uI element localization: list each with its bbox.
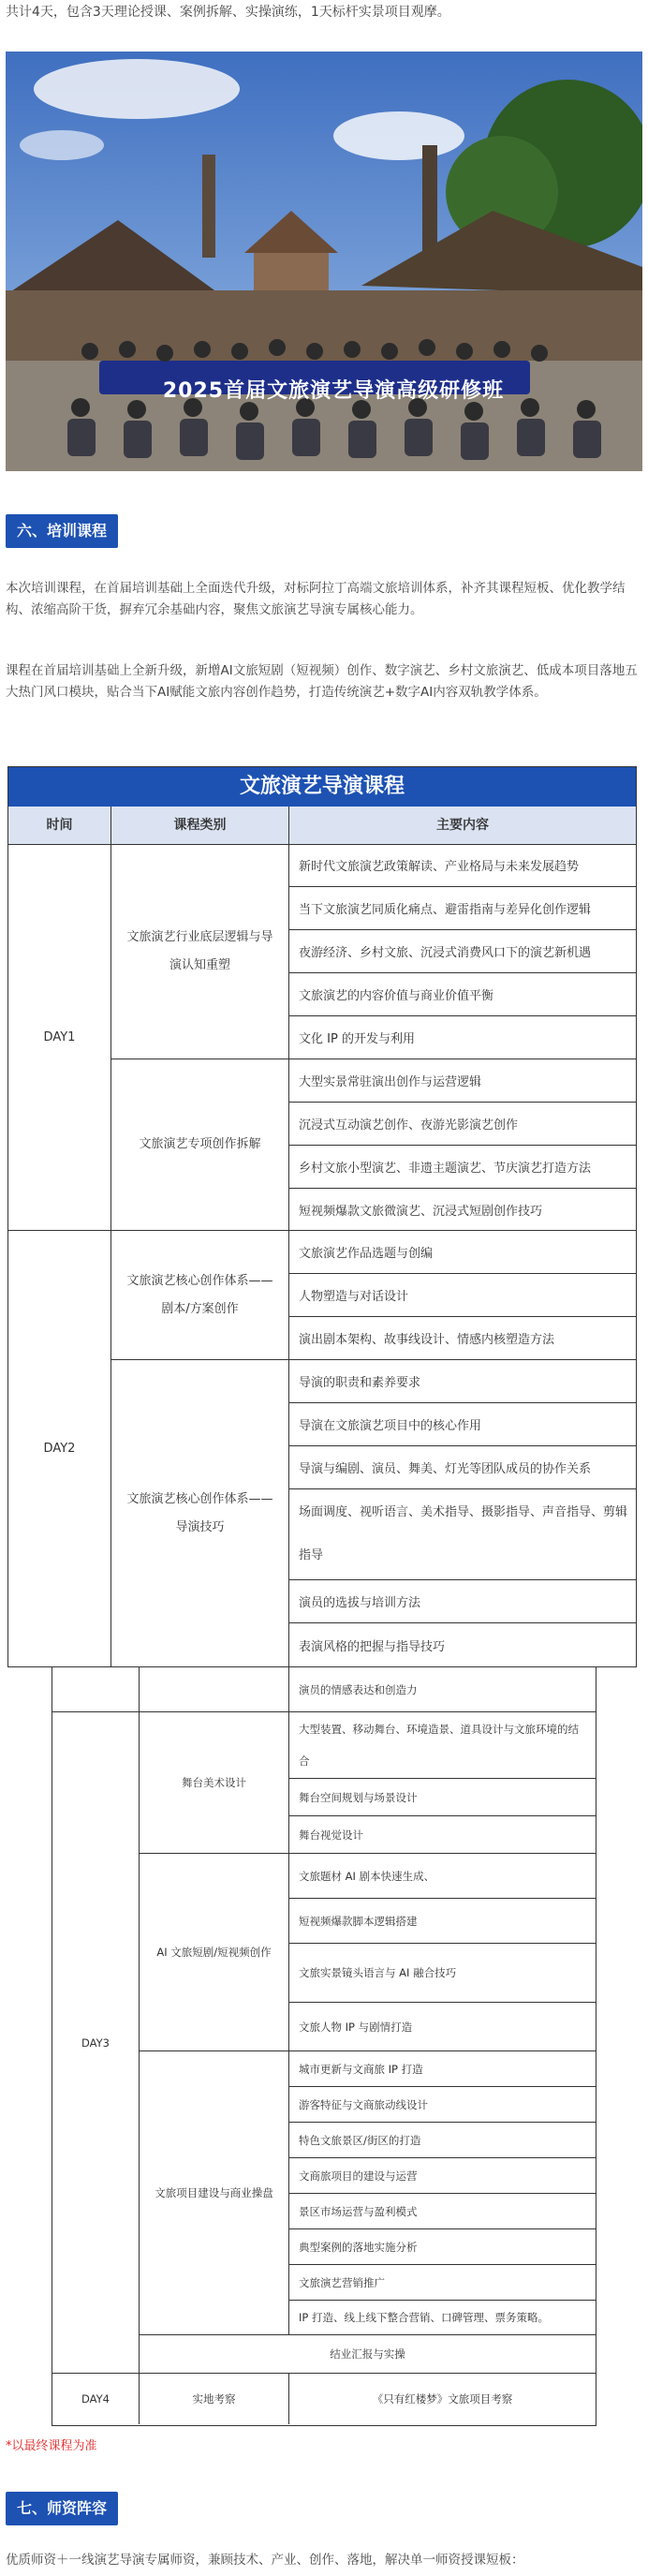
content-row: 夜游经济、乡村文旅、沉浸式消费风口下的演艺新机遇	[289, 930, 636, 973]
content-row: 文商旅项目的建设与运营	[289, 2158, 596, 2194]
field-visit-content: 《只有红楼梦》文旅项目考察	[372, 2392, 513, 2406]
section-seven-tag: 七、师资阵容	[6, 2492, 118, 2525]
category-script-creation: 文旅演艺核心创作体系——剧本/方案创作	[111, 1231, 289, 1360]
content-row: 文旅人物 IP 与剧情打造	[289, 2003, 596, 2051]
section-six-paragraph-1: 本次培训课程，在首届培训基础上全面迭代升级，对标阿拉丁高端文旅培训体系，补齐其课程短板、优化教学结构、浓缩高阶干货，摒弃冗余基础内容，聚焦文旅演艺导演专属核心能力。	[6, 581, 626, 617]
final-course-note: *以最终课程为准	[6, 2439, 97, 2453]
content-row: 景区市场运营与盈利模式	[289, 2194, 596, 2229]
content-row: 人物塑造与对话设计	[289, 1274, 636, 1317]
group-photo-illustration	[6, 52, 642, 471]
category-continued-cell	[140, 1667, 289, 1712]
content-row: 演员的选拔与培训方法	[289, 1580, 636, 1623]
content-row: 大型实景常驻演出创作与运营逻辑	[289, 1059, 636, 1103]
course-table-days-3-4	[52, 1667, 596, 2426]
content-row: 短视频爆款脚本逻辑搭建	[289, 1899, 596, 1944]
category-ai-short-drama: AI 文旅短剧/短视频创作	[140, 1854, 289, 2051]
content-row: 导演的职责和素养要求	[289, 1360, 636, 1403]
content-row: IP 打造、线上线下整合营销、口碑管理、票务策略。	[289, 2301, 596, 2335]
content-row: 短视频爆款文旅微演艺、沉浸式短剧创作技巧	[289, 1189, 636, 1231]
content-row: 表演风格的把握与指导技巧	[299, 1639, 446, 1654]
category-field-visit: 实地考察	[140, 2374, 289, 2424]
content-row: 文化 IP 的开发与利用	[289, 1016, 636, 1059]
content-row: 城市更新与文商旅 IP 打造	[289, 2051, 596, 2087]
content-row: 新时代文旅演艺政策解读、产业格局与未来发展趋势	[289, 844, 636, 887]
content-row: 导演与编剧、演员、舞美、灯光等团队成员的协作关系	[289, 1446, 636, 1489]
content-row: 沉浸式互动演艺创作、夜游光影演艺创作	[289, 1103, 636, 1146]
content-row: 文旅演艺的内容价值与商业价值平衡	[289, 973, 636, 1016]
content-row: 特色文旅景区/街区的打造	[289, 2123, 596, 2158]
summary-row: 结业汇报与实操	[140, 2335, 596, 2374]
content-row: 文旅演艺作品选题与创编	[289, 1231, 636, 1274]
category-special-creation: 文旅演艺专项创作拆解	[111, 1059, 289, 1231]
category-project-operation: 文旅项目建设与商业操盘	[140, 2051, 289, 2335]
header-category: 课程类别	[111, 807, 289, 844]
day3-label: DAY3	[52, 1712, 140, 2374]
content-row: 舞台视觉设计	[289, 1816, 596, 1854]
content-row: 场面调度、视听语言、美术指导、摄影指导、声音指导、剪辑指导	[289, 1489, 636, 1580]
content-row: 演员的情感表达和创造力	[289, 1667, 596, 1712]
content-row: 文旅实景镜头语言与 AI 融合技巧	[289, 1944, 596, 2003]
intro-text: 共计4天，包含3天理论授课、案例拆解、实操演练，1天标杆实景项目观摩。	[6, 5, 450, 20]
photo-banner-text: 2025首届文旅演艺导演高级研修班	[162, 379, 505, 403]
category-stage-design: 舞台美术设计	[140, 1712, 289, 1854]
group-photo	[6, 52, 642, 471]
category-directing-skills: 文旅演艺核心创作体系——导演技巧	[111, 1360, 289, 1666]
course-table-days-1-2	[7, 766, 637, 1667]
content-row: 典型案例的落地实施分析	[289, 2229, 596, 2265]
header-time: 时间	[8, 807, 111, 844]
content-row: 导演在文旅演艺项目中的核心作用	[289, 1403, 636, 1446]
course-table-title: 文旅演艺导演课程	[8, 767, 636, 807]
day2-continued-cell	[52, 1667, 140, 1712]
content-row: 文旅题材 AI 剧本快速生成、	[289, 1854, 596, 1899]
content-row: 演出剧本架构、故事线设计、情感内核塑造方法	[289, 1317, 636, 1360]
day2-label: DAY2	[8, 1231, 111, 1666]
day1-label: DAY1	[8, 844, 111, 1231]
section-seven-paragraph: 优质师资＋一线演艺导演专属师资，兼顾技术、产业、创作、落地，解决单一师资授课短板：	[6, 2553, 524, 2568]
content-row: 文旅演艺营销推广	[289, 2265, 596, 2301]
content-row: 舞台空间规划与场景设计	[289, 1779, 596, 1816]
section-six-tag: 六、培训课程	[6, 514, 118, 548]
category-industry-logic: 文旅演艺行业底层逻辑与导演认知重塑	[111, 844, 289, 1059]
content-row: 当下文旅演艺同质化痛点、避雷指南与差异化创作逻辑	[289, 887, 636, 930]
section-six-paragraph-2: 课程在首届培训基础上全新升级，新增AI文旅短剧（短视频）创作、数字演艺、乡村文旅演艺、低成本项目落地五大热门风口模块，贴合当下AI赋能文旅内容创作趋势，打造传统演艺+数字AI内容双轨教学体系。	[6, 663, 638, 700]
content-row: 乡村文旅小型演艺、非遗主题演艺、节庆演艺打造方法	[289, 1146, 636, 1189]
day4-label: DAY4	[52, 2374, 140, 2424]
content-row: 大型装置、移动舞台、环境造景、道具设计与文旅环境的结合	[289, 1712, 596, 1779]
header-content: 主要内容	[289, 807, 636, 844]
content-row: 游客特征与文商旅动线设计	[289, 2087, 596, 2123]
